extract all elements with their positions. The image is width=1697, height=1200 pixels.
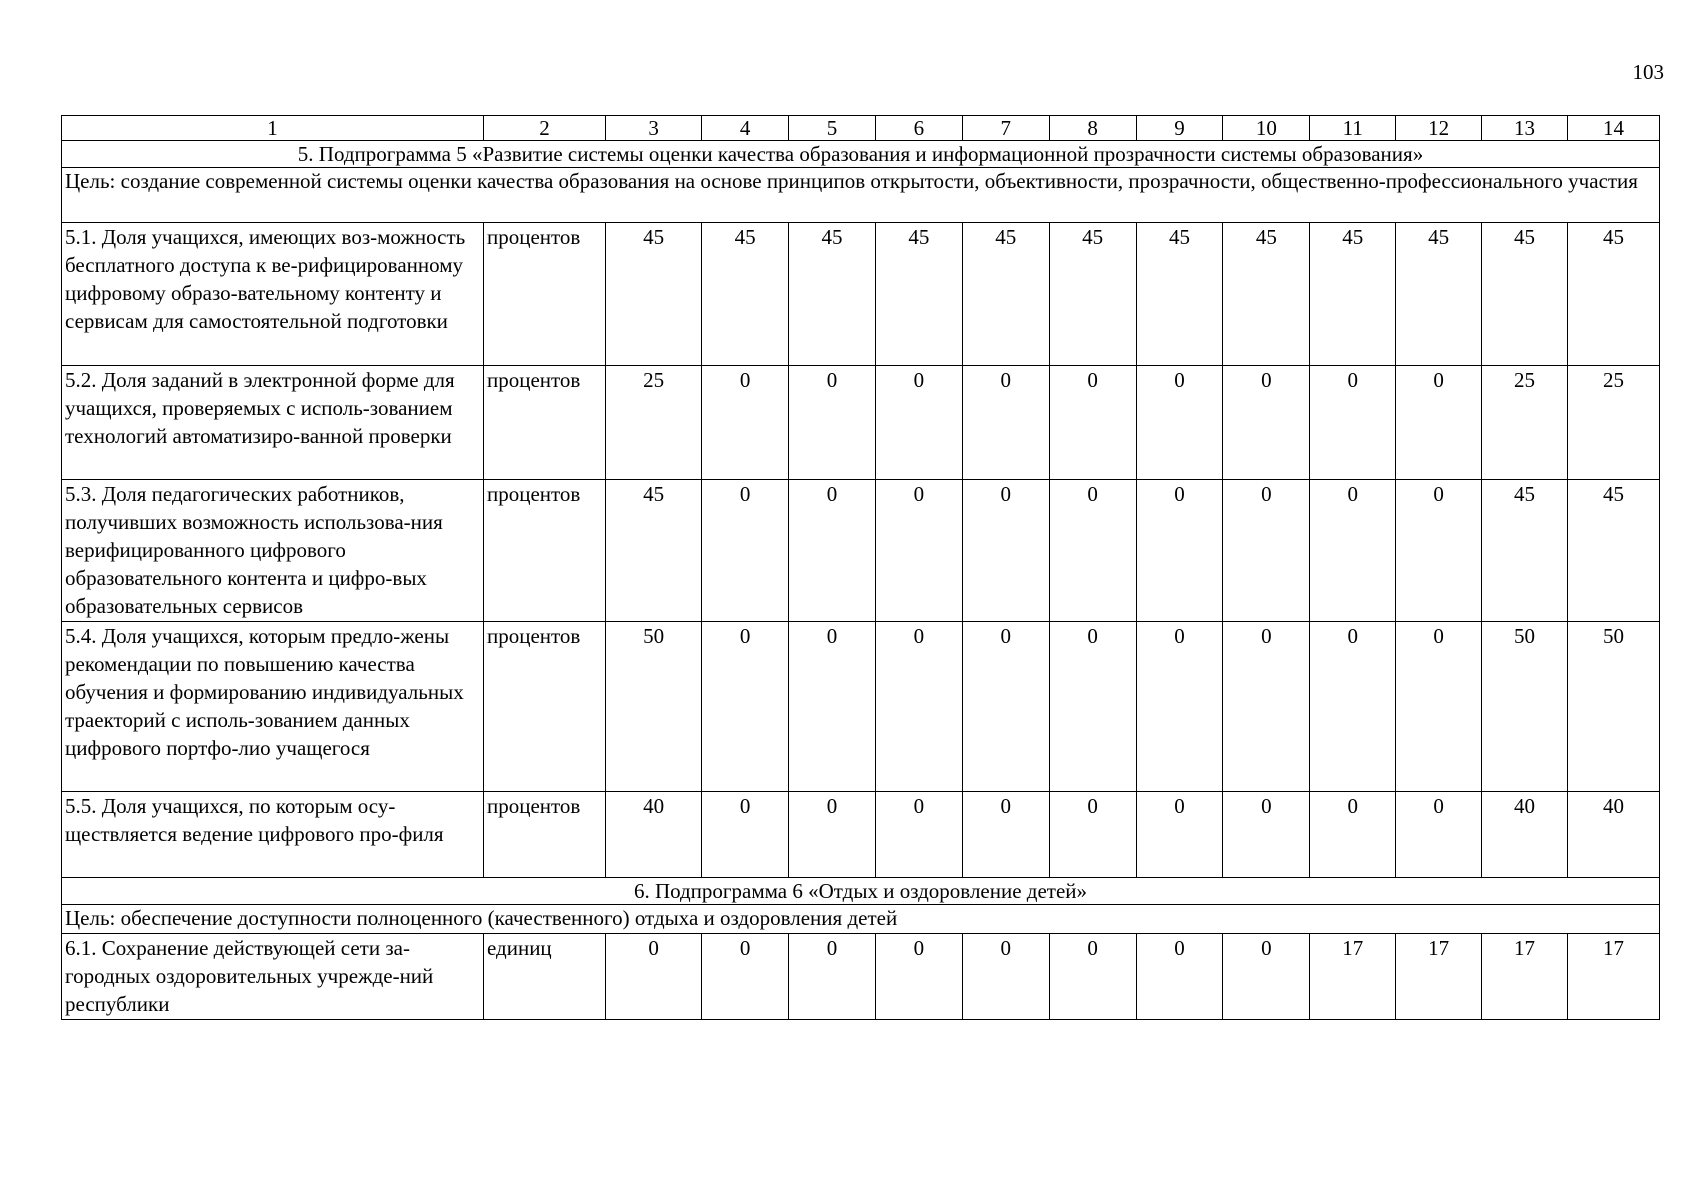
- value-cell: 0: [702, 792, 789, 878]
- value-cell: 0: [1223, 622, 1310, 792]
- value-cell: 50: [606, 622, 702, 792]
- value-cell: 0: [1049, 622, 1136, 792]
- section-5-goal: Цель: создание современной системы оценки качества образования на основе принципов открытости, объективности, прозрачности, общественно-профессионального участия: [62, 168, 1660, 223]
- value-cell: 40: [1567, 792, 1659, 878]
- value-cell: 45: [1567, 223, 1659, 366]
- value-cell: 40: [606, 792, 702, 878]
- table-row: [62, 366, 1660, 480]
- table-row: [62, 792, 1660, 878]
- goal-row: [62, 905, 1660, 934]
- section-6-title: 6. Подпрограмма 6 «Отдых и оздоровление детей»: [62, 878, 1660, 905]
- value-cell: 45: [1396, 223, 1482, 366]
- value-cell: 0: [1396, 480, 1482, 622]
- value-cell: 45: [606, 223, 702, 366]
- column-header: 13: [1482, 116, 1568, 141]
- value-cell: 45: [1223, 223, 1310, 366]
- unit-cell: процентов: [483, 622, 605, 792]
- value-cell: 45: [789, 223, 876, 366]
- indicator-name: 5.4. Доля учащихся, которым предло-жены рекомендации по повышению качества обучения и формированию индивидуальных траекторий с исполь-зованием данных цифрового портфо-лио учащегося: [62, 622, 484, 792]
- value-cell: 0: [875, 792, 962, 878]
- column-header: 4: [702, 116, 789, 141]
- section-5-title: 5. Подпрограмма 5 «Развитие системы оценки качества образования и информационной прозрачности системы образования»: [62, 141, 1660, 168]
- value-cell: 50: [1482, 622, 1568, 792]
- value-cell: 0: [1049, 934, 1136, 1020]
- column-header: 10: [1223, 116, 1310, 141]
- value-cell: 0: [1310, 480, 1396, 622]
- unit-cell: единиц: [483, 934, 605, 1020]
- value-cell: 0: [789, 792, 876, 878]
- indicator-name: 6.1. Сохранение действующей сети за-городных оздоровительных учрежде-ний республики: [62, 934, 484, 1020]
- value-cell: 0: [1310, 366, 1396, 480]
- value-cell: 0: [1223, 792, 1310, 878]
- value-cell: 0: [702, 934, 789, 1020]
- section-title-row: [62, 878, 1660, 905]
- value-cell: 0: [789, 622, 876, 792]
- unit-cell: процентов: [483, 223, 605, 366]
- value-cell: 0: [789, 480, 876, 622]
- value-cell: 0: [962, 622, 1049, 792]
- section-5-rows: [62, 223, 1660, 878]
- column-header: 2: [483, 116, 605, 141]
- column-header: 8: [1049, 116, 1136, 141]
- goal-row: [62, 168, 1660, 223]
- value-cell: 45: [1567, 480, 1659, 622]
- value-cell: 0: [962, 934, 1049, 1020]
- value-cell: 0: [1136, 934, 1223, 1020]
- value-cell: 0: [1396, 792, 1482, 878]
- column-header: 7: [962, 116, 1049, 141]
- value-cell: 45: [1136, 223, 1223, 366]
- unit-cell: процентов: [483, 366, 605, 480]
- value-cell: 0: [1049, 792, 1136, 878]
- value-cell: 0: [875, 934, 962, 1020]
- column-header: 1: [62, 116, 484, 141]
- value-cell: 0: [1396, 366, 1482, 480]
- value-cell: 0: [702, 366, 789, 480]
- value-cell: 45: [1049, 223, 1136, 366]
- column-header-row: [62, 116, 1660, 141]
- value-cell: 0: [1223, 934, 1310, 1020]
- value-cell: 0: [1223, 366, 1310, 480]
- value-cell: 0: [789, 366, 876, 480]
- value-cell: 17: [1396, 934, 1482, 1020]
- column-header: 12: [1396, 116, 1482, 141]
- table-row: [62, 622, 1660, 792]
- value-cell: 0: [962, 792, 1049, 878]
- value-cell: 45: [606, 480, 702, 622]
- unit-cell: процентов: [483, 480, 605, 622]
- indicator-name: 5.3. Доля педагогических работников, получивших возможность использова-ния верифицированного цифрового образовательного контента и цифро-вых образовательных сервисов: [62, 480, 484, 622]
- table-row: [62, 223, 1660, 366]
- value-cell: 0: [702, 622, 789, 792]
- value-cell: 0: [962, 366, 1049, 480]
- value-cell: 45: [962, 223, 1049, 366]
- value-cell: 17: [1567, 934, 1659, 1020]
- value-cell: 0: [1049, 480, 1136, 622]
- table-row: [62, 934, 1660, 1020]
- value-cell: 25: [1567, 366, 1659, 480]
- value-cell: 45: [702, 223, 789, 366]
- value-cell: 0: [606, 934, 702, 1020]
- value-cell: 0: [1136, 792, 1223, 878]
- column-header: 9: [1136, 116, 1223, 141]
- value-cell: 50: [1567, 622, 1659, 792]
- column-header: 6: [875, 116, 962, 141]
- value-cell: 0: [1136, 480, 1223, 622]
- value-cell: 0: [1396, 622, 1482, 792]
- value-cell: 0: [1136, 366, 1223, 480]
- value-cell: 45: [1310, 223, 1396, 366]
- value-cell: 17: [1310, 934, 1396, 1020]
- indicator-name: 5.1. Доля учащихся, имеющих воз-можность бесплатного доступа к ве-рифицированному цифровому образо-вательному контенту и сервисам для самостоятельной подготовки: [62, 223, 484, 366]
- column-header: 5: [789, 116, 876, 141]
- indicators-table: [61, 115, 1660, 1020]
- value-cell: 0: [1136, 622, 1223, 792]
- value-cell: 0: [875, 622, 962, 792]
- value-cell: 17: [1482, 934, 1568, 1020]
- value-cell: 0: [789, 934, 876, 1020]
- value-cell: 40: [1482, 792, 1568, 878]
- column-header: 3: [606, 116, 702, 141]
- unit-cell: процентов: [483, 792, 605, 878]
- value-cell: 0: [1310, 792, 1396, 878]
- value-cell: 0: [702, 480, 789, 622]
- value-cell: 25: [606, 366, 702, 480]
- value-cell: 0: [1049, 366, 1136, 480]
- indicator-name: 5.2. Доля заданий в электронной форме для учащихся, проверяемых с исполь-зованием технологий автоматизиро-ванной проверки: [62, 366, 484, 480]
- value-cell: 0: [962, 480, 1049, 622]
- table-row: [62, 480, 1660, 622]
- column-header: 11: [1310, 116, 1396, 141]
- value-cell: 45: [875, 223, 962, 366]
- section-6-rows: [62, 934, 1660, 1020]
- indicator-name: 5.5. Доля учащихся, по которым осу-ществляется ведение цифрового про-филя: [62, 792, 484, 878]
- column-header: 14: [1567, 116, 1659, 141]
- section-6-goal: Цель: обеспечение доступности полноценного (качественного) отдыха и оздоровления детей: [62, 905, 1660, 934]
- value-cell: 0: [875, 366, 962, 480]
- value-cell: 0: [875, 480, 962, 622]
- section-title-row: [62, 141, 1660, 168]
- value-cell: 0: [1223, 480, 1310, 622]
- value-cell: 45: [1482, 223, 1568, 366]
- page-number: 103: [1632, 60, 1664, 84]
- value-cell: 45: [1482, 480, 1568, 622]
- value-cell: 0: [1310, 622, 1396, 792]
- value-cell: 25: [1482, 366, 1568, 480]
